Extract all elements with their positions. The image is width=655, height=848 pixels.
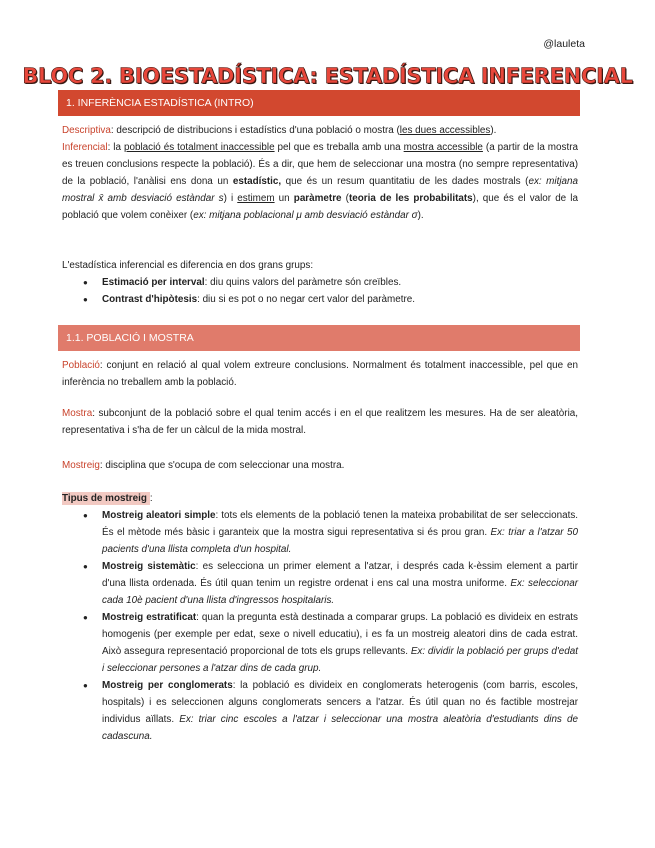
text: : descripció de distribucions i estadístics d'una població o mostra ( bbox=[110, 125, 400, 136]
text: : subconjunt de la població sobre el qual tenim accés i en el que realitzem les mesures. Ha de ser aleatòria, representativa i s'ha de fer un càlcul de la mida mostral. bbox=[62, 408, 578, 436]
text: estadístic, bbox=[232, 176, 282, 187]
text: teoria de les probabilitats bbox=[348, 193, 473, 204]
term-inferencial: Inferencial bbox=[62, 142, 108, 153]
text: : diu quins valors del paràmetre són creïbles. bbox=[204, 277, 402, 288]
text: Mostreig aleatori simple bbox=[102, 510, 216, 521]
text: : la població es divideix en conglomerats heterogenis (com barris, escoles, hospitals) i es seleccionen alguns conglomerats sencers a l'atzar. És útil quan no és factible mostrejar individus aïllats. bbox=[102, 680, 578, 725]
text: ), que és el valor de la població que volem conèixer ( bbox=[62, 193, 578, 221]
tipus-block bbox=[62, 490, 578, 745]
text: un bbox=[274, 193, 294, 204]
text: ) i bbox=[223, 193, 238, 204]
groups-block bbox=[62, 257, 578, 308]
text: : bbox=[149, 493, 153, 504]
text: (a partir de la mostra es treuen conclusions respecte la població). És a dir, que hem de seleccionar una mostra (no sempre representativa) de la població, l'anàlisi ens dona un bbox=[62, 142, 578, 187]
text: : quan la pregunta està destinada a comparar grups. La població es divideix en estrats homogenis (per exemple per edat, sexe o nivell educatiu), i es fa un mostreig aleatori dins de cada estrat. Això assegura representació proporcional de tots els grups rellevants. bbox=[102, 612, 578, 657]
text: ex: mitjana mostral x̄ amb desviació estàndar s bbox=[62, 176, 578, 204]
text: Ex: triar a l'atzar 50 pacients d'una llista completa d'un hospital. bbox=[102, 527, 578, 555]
text: població és totalment inaccessible bbox=[123, 142, 275, 153]
tipus-heading: Tipus de mostreig bbox=[62, 492, 150, 505]
text: Mostreig sistemàtic bbox=[102, 561, 196, 572]
term-descriptiva: Descriptiva bbox=[62, 125, 111, 136]
poblacio-paragraph bbox=[62, 357, 578, 391]
tipus-list bbox=[62, 507, 578, 745]
text: Ex: dividir la població per grups d'edat i seleccionar persones a l'atzar dins de cada grup. bbox=[102, 646, 578, 674]
author-handle: @lauleta bbox=[543, 38, 585, 50]
text: Mostreig estratificat bbox=[102, 612, 197, 623]
text: ). bbox=[490, 125, 497, 136]
text: ( bbox=[341, 193, 349, 204]
text: : conjunt en relació al qual volem extreure conclusions. Normalment és totalment inaccessible, pel que en inferència no treballem amb la població. bbox=[62, 360, 578, 388]
page-title: BLOC 2. BIOESTADÍSTICA: ESTADÍSTICA INFERENCIAL bbox=[22, 64, 633, 88]
text: ). bbox=[417, 210, 424, 221]
text: : es selecciona un primer element a l'atzar, i després cada k-èssim element a partir d'una llista ordenada. És útil quan tenim un registre ordenat i ens cal una mostra uniforme. bbox=[102, 561, 578, 589]
list-item bbox=[62, 291, 578, 308]
text: pel que es treballa amb una bbox=[274, 142, 404, 153]
section-heading-poblacio-mostra: 1.1. POBLACIÓ I MOSTRA bbox=[58, 325, 580, 351]
text: que és un resum quantitatiu de les dades mostrals ( bbox=[281, 176, 529, 187]
list-item bbox=[62, 558, 578, 609]
text: Contrast d'hipòtesis bbox=[102, 294, 198, 305]
text: ex: mitjana poblacional μ amb desviació estàndar σ bbox=[193, 210, 418, 221]
text: Mostreig per conglomerats bbox=[102, 680, 233, 691]
text: paràmetre bbox=[293, 193, 342, 204]
section-heading-inferencia: 1. INFERÈNCIA ESTADÍSTICA (INTRO) bbox=[58, 90, 580, 116]
term-poblacio: Població bbox=[62, 360, 100, 371]
text: : la bbox=[107, 142, 124, 153]
text: les dues accessibles bbox=[399, 125, 491, 136]
groups-intro: L'estadística inferencial es diferencia en dos grans grups: bbox=[62, 260, 314, 271]
list-item bbox=[62, 677, 578, 745]
list-item bbox=[62, 609, 578, 677]
text: : disciplina que s'ocupa de com seleccionar una mostra. bbox=[99, 460, 345, 471]
text: Ex: seleccionar cada 10è pacient d'una llista d'ingressos hospitalaris. bbox=[102, 578, 578, 606]
text: : tots els elements de la població tenen la mateixa probabilitat de ser seleccionats. És el mètode més bàsic i garanteix que la mostra sigui representativa si és prou gran. bbox=[102, 510, 579, 538]
term-mostreig: Mostreig bbox=[62, 460, 100, 471]
term-mostra: Mostra bbox=[62, 408, 93, 419]
text: mostra accessible bbox=[403, 142, 483, 153]
mostra-paragraph bbox=[62, 405, 578, 439]
text: : diu si es pot o no negar cert valor del paràmetre. bbox=[197, 294, 415, 305]
definitions-paragraph bbox=[62, 122, 578, 224]
mostreig-paragraph bbox=[62, 457, 578, 474]
list-item bbox=[62, 274, 578, 291]
text: Estimació per interval bbox=[102, 277, 205, 288]
text: Ex: triar cinc escoles a l'atzar i seleccionar una mostra aleatòria d'estudiants dins de cadascuna. bbox=[102, 714, 578, 742]
groups-list bbox=[62, 274, 578, 308]
list-item bbox=[62, 507, 578, 558]
text: estimem bbox=[237, 193, 275, 204]
tipus-heading-line bbox=[62, 490, 578, 507]
